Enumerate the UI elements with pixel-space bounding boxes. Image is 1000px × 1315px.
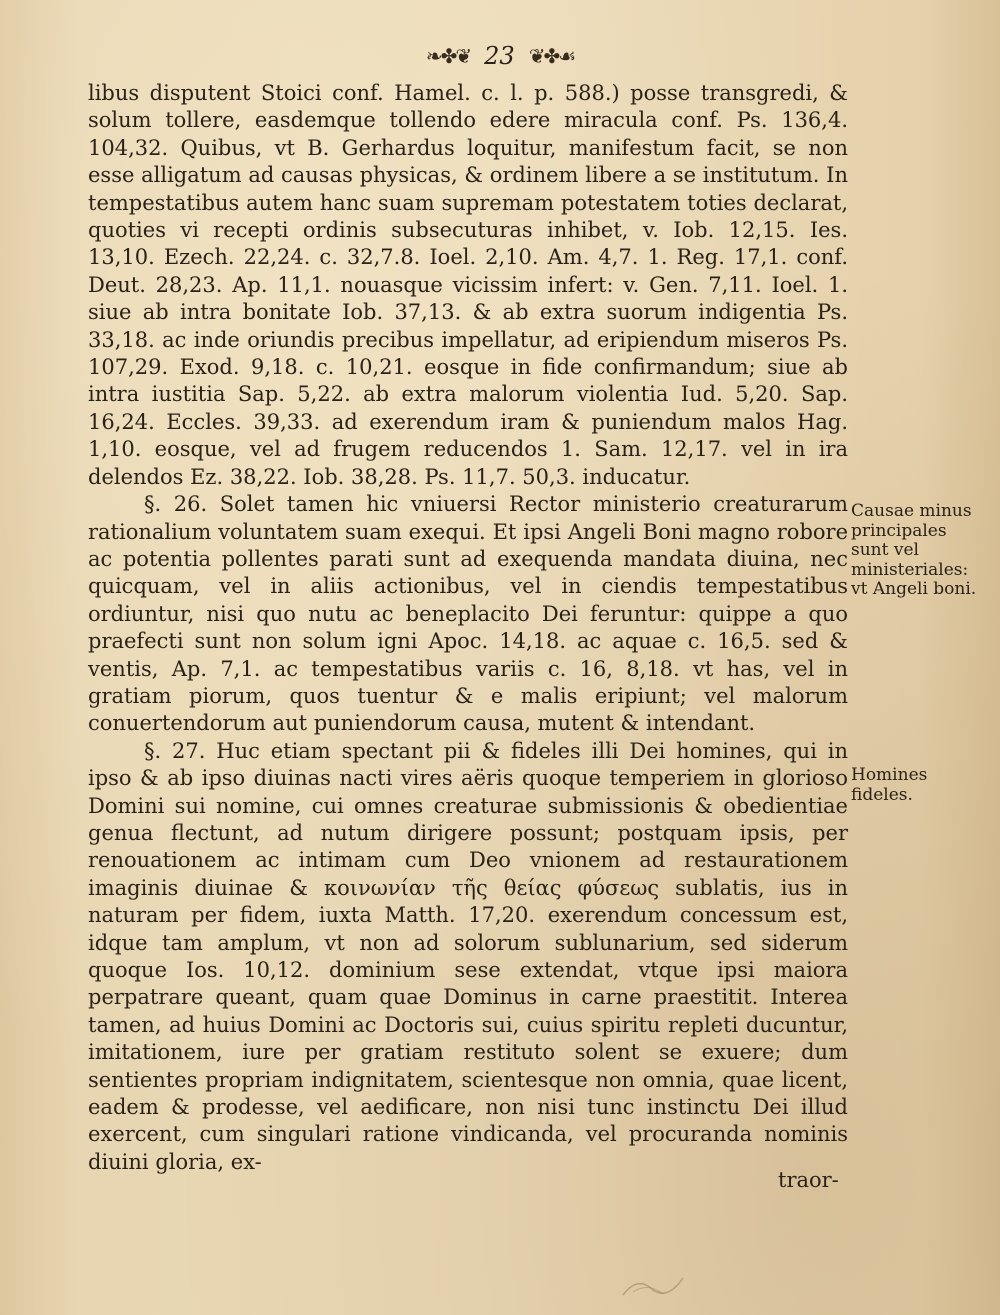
paragraph-section-26: §. 26. Solet tamen hic vniuersi Rector ministerio creaturarum rationalium voluntatem suam exequi. Et ipsi Angeli Boni magno robore ac potentia pollentes parati sunt ad exequenda mandata diuina, nec quicquam, vel in aliis actionibus, vel in ciendis tempestatibus ordiuntur, nisi quo nutu ac beneplacito Dei feruntur: quippe a quo praefecti sunt non solum igni Apoc. 14,18. ac aquae c. 16,5. sed & ventis, Ap. 7,1. ac tempestatibus variis c. 16, 8,18. vt has, vel in gratiam piorum, quos tuentur & e malis eripiunt; vel malorum conuertendorum aut puniendorum causa, mutent & intendant.	[88, 492, 848, 736]
page-header	[0, 42, 1000, 70]
margin-note-homines: Homines fideles.	[851, 765, 928, 805]
catchword: traor-	[778, 1168, 839, 1192]
left-ornament: ❧✤❦	[425, 44, 471, 68]
margin-note-causae: Causae minus principales sunt vel ministeriales: vt Angeli boni.	[851, 501, 977, 599]
paragraph-continuation: libus disputent Stoici conf. Hamel. c. l. p. 588.) posse transgredi, & solum tollere, easdemque tollendo edere miracula conf. Ps. 136,4. 104,32. Quibus, vt B. Gerhardus loquitur, manifestum facit, se non esse alligatum ad causas physicas, & ordinem libere a se institutum. In tempestatibus autem hanc suam supremam potestatem toties declarat, quoties vi recepti ordinis subsecuturas inhibet, v. Iob. 12,15. Ies. 13,10. Ezech. 22,24. c. 32,7.8. Ioel. 2,10. Am. 4,7. 1. Reg. 17,1. conf. Deut. 28,23. Ap. 11,1. nouasque vicissim infert: v. Gen. 7,11. Ioel. 1. siue ab intra bonitate Iob. 37,13. & ab extra suorum indigentia Ps. 33,18. ac inde oriundis precibus impellatur, ad eripiendum miseros Ps. 107,29. Exod. 9,18. c. 10,21. eosque in fide confirmandum; siue ab intra iustitia Sap. 5,22. ab extra malorum violentia Iud. 5,20. Sap. 16,24. Eccles. 39,33. ad exerendum iram & puniendum malos Hag. 1,10. eosque, vel ad frugem reducendos 1. Sam. 12,17. vel in ira delendos Ez. 38,22. Iob. 38,28. Ps. 11,7. 50,3. inducatur.	[88, 81, 848, 489]
right-ornament: ❦✤☙	[528, 44, 575, 68]
library-stamp-mark	[618, 1270, 688, 1300]
paragraph-section-27: §. 27. Huc etiam spectant pii & fideles illi Dei homines, qui in ipso & ab ipso diuinas nacti vires aëris quoque temperiem in glorioso Domini sui nomine, cui omnes creaturae submissionis & obedientiae genua flectunt, ad nutum dirigere possunt; postquam ipsis, per renouationem ac intimam cum Deo vnionem ad restaurationem imaginis diuinae & κοινωνίαν τῆς θείας φύσεως sublatis, ius in naturam per fidem, iuxta Matth. 17,20. exerendum concessum est, idque tam amplum, vt non ad solorum sublunarium, sed siderum quoque Ios. 10,12. dominium sese extendat, vtque ipsi maiora perpatrare queant, quam quae Dominus in carne praestitit. Interea tamen, ad huius Domini ac Doctoris sui, cuius spiritu repleti ducuntur, imitationem, iure per gratiam restituto solent se exuere; dum sentientes propriam indignitatem, scientesque non omnia, quae licent, eadem & prodesse, vel aedificare, non nisi tunc instinctu Dei illud exercent, cum singulari ratione vindicanda, vel procuranda nominis diuini gloria, ex-	[88, 738, 848, 1174]
main-text	[88, 80, 848, 1176]
page-number: 23	[484, 42, 515, 70]
